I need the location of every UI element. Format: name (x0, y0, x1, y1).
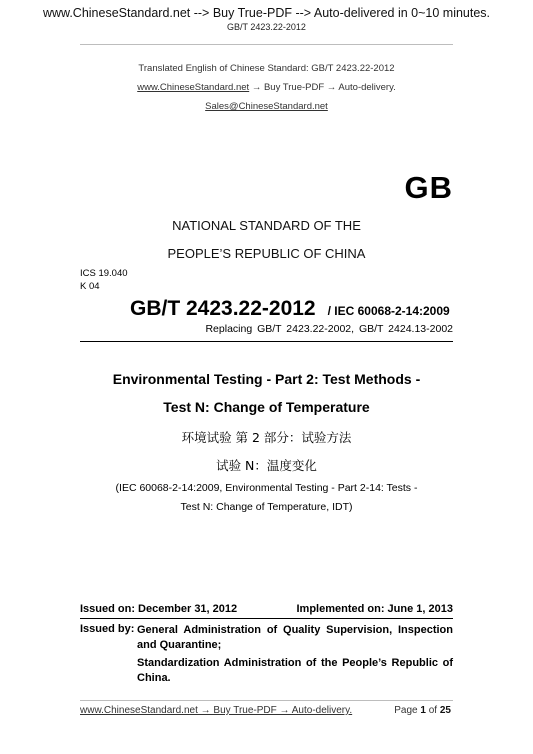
iec-note-line1: (IEC 60068-2-14:2009, Environmental Testing - Part 2-14: Tests - (115, 482, 418, 494)
implemented-on-date: Implemented on: June 1, 2013 (296, 603, 453, 615)
email-link[interactable]: Sales@ChineseStandard.net (205, 101, 328, 112)
email-line (0, 101, 533, 112)
header-divider (80, 44, 453, 45)
title-divider (80, 341, 453, 342)
title-cn-line2: 试验 N：温度变化 (216, 458, 317, 473)
national-standard-line2: PEOPLE’S REPUBLIC OF CHINA (167, 246, 366, 261)
standard-number: GB/T 2423.22-2012 (130, 297, 316, 320)
site-link[interactable]: www.ChineseStandard.net (137, 82, 250, 93)
page-total: 25 (439, 705, 451, 716)
issuer-2: Standardization Administration of the People’s Republic of China. (137, 657, 453, 684)
ics-code: ICS 19.040 (80, 268, 128, 279)
page-indicator (394, 705, 451, 716)
footer-divider (80, 700, 453, 701)
buy-line-rest: → Buy True-PDF → Auto-delivery. (249, 82, 396, 93)
page-number: 1 (420, 705, 426, 716)
header-doc-code: GB/T 2423.22-2012 (227, 22, 306, 32)
ccs-code: K 04 (80, 281, 100, 292)
dates-divider (80, 618, 453, 619)
translation-line: Translated English of Chinese Standard: GB/T 2423.22-2012 (138, 63, 395, 74)
iec-equivalent: / IEC 60068-2-14:2009 (327, 304, 450, 318)
replacing-note: Replacing GB/T 2423.22-2002, GB/T 2424.13-2002 (205, 323, 453, 335)
top-banner: www.ChineseStandard.net --> Buy True-PDF --> Auto-delivered in 0~10 minutes. (42, 6, 491, 20)
title-en-line2: Test N: Change of Temperature (163, 399, 370, 415)
buy-line (0, 82, 533, 93)
issued-by-label: Issued by: (80, 623, 135, 635)
page-label: Page (394, 705, 418, 716)
gb-logo: GB (404, 170, 453, 205)
title-en-line1: Environmental Testing - Part 2: Test Methods - (112, 371, 421, 387)
iec-note-line2: Test N: Change of Temperature, IDT) (180, 501, 353, 513)
footer-link[interactable]: www.ChineseStandard.net → Buy True-PDF → Auto-delivery. (80, 705, 353, 716)
of-label: of (428, 705, 438, 716)
national-standard-line1: NATIONAL STANDARD OF THE (172, 218, 361, 233)
issued-on-date: Issued on: December 31, 2012 (80, 603, 238, 615)
standard-number-row (130, 297, 450, 321)
issuer-1: General Administration of Quality Supervision, Inspection and Quarantine; (137, 624, 453, 651)
title-cn-line1: 环境试验 第 2 部分：试验方法 (181, 430, 352, 445)
